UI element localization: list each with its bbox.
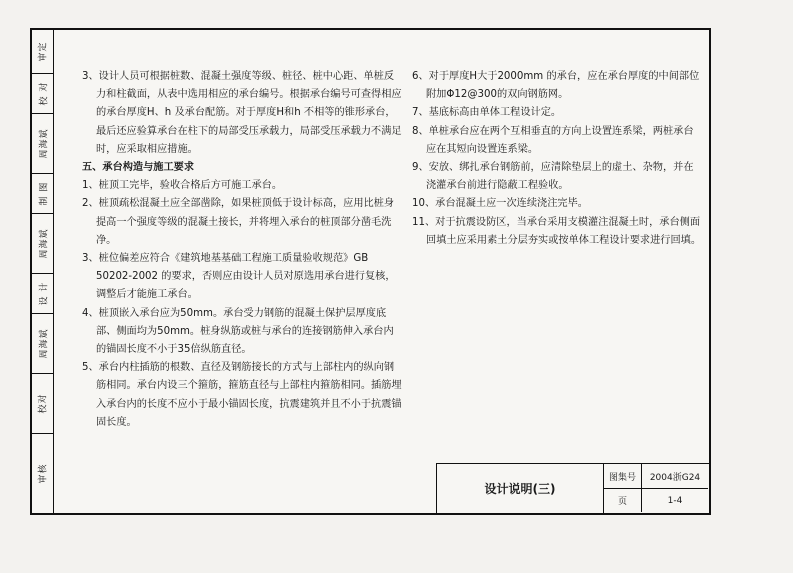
atlas-number-value: 2004浙G24 <box>642 464 708 489</box>
strip-cell: 审定 <box>32 30 53 74</box>
spec-item: 6、对于厚度H大于2000mm 的承台，应在承台厚度的中间部位附加Φ12@300的双向钢筋网。 <box>412 71 700 101</box>
signature-strip <box>32 30 54 513</box>
strip-cell: 校对 <box>32 374 53 434</box>
page-number-value: 1-4 <box>667 495 683 506</box>
spec-item: 9、安放、绑扎承台钢筋前，应清除垫层上的虚土、杂物，并在浇灌承台前进行隐蔽工程验收。 <box>412 162 694 192</box>
spec-item: 8、单桩承台应在两个互相垂直的方向上设置连系梁，两桩承台应在其短向设置连系梁。 <box>412 125 694 155</box>
strip-cell: 周海斌 <box>32 114 53 174</box>
drawing-frame <box>30 28 711 515</box>
spec-item: 1、桩顶工完毕，验收合格后方可施工承台。 <box>82 180 283 192</box>
strip-cell: 周海斌 <box>32 314 53 374</box>
strip-cell: 制 图 <box>32 174 53 214</box>
title-block <box>436 463 709 513</box>
strip-cell: 审核 <box>38 463 49 484</box>
spec-item: 11、对于抗震设防区，当承台采用支模灌注混凝土时，承台侧面回填土应采用素土分层夯实或按单体工程设计要求进行回填。 <box>412 216 702 246</box>
spec-item: 3、桩位偏差应符合《建筑地基基础工程施工质量验收规范》GB 50202-2002 的要求，否则应由设计人员对原选用承台进行复核，调整后才能施工承台。 <box>82 253 396 301</box>
spec-item: 4、桩顶嵌入承台应为50mm。承台受力钢筋的混凝土保护层厚度底部、侧面均为50mm。桩身纵筋或桩与承台的连接钢筋伸入承台内的锚固长度不小于35倍纵筋直径。 <box>82 307 394 356</box>
left-text-column <box>82 68 402 432</box>
spec-item: 10、承台混凝土应一次连续浇注完毕。 <box>412 198 588 210</box>
right-text-column <box>412 68 702 250</box>
spec-item: 2、桩顶疏松混凝土应全部凿除，如果桩顶低于设计标高，应用比桩身提高一个强度等级的混凝土接长，并将埋入承台的桩顶部分凿毛洗净。 <box>82 198 395 246</box>
strip-cell: 周海斌 <box>32 214 53 274</box>
page-number-label: 页 <box>604 489 642 512</box>
strip-cell: 校 对 <box>32 74 53 114</box>
section-heading: 五、承台构造与施工要求 <box>82 162 195 174</box>
spec-item: 3、设计人员可根据桩数、混凝土强度等级、桩径、桩中心距、单桩反力和柱截面，从表中选用相应的承台编号。根据承台编号可查得相应的承台厚度H、h 及承台配筋。对于厚度H和h 不相等的锥形承台，最后还应验算承台在柱下的局部受压承载力，局部受压承载力不满足时，应采取相应措施。 <box>82 71 402 155</box>
sheet-title: 设计说明(三) <box>437 464 604 513</box>
atlas-number-label: 图集号 <box>604 464 642 489</box>
strip-cell: 设 计 <box>32 274 53 314</box>
content-area <box>54 30 709 513</box>
spec-item: 5、承台内柱插筋的根数、直径及钢筋接长的方式与上部柱内的纵向钢筋相同。承台内设三个箍筋，箍筋直径与上部柱内箍筋相同。插筋埋入承台内的长度不应小于最小锚固长度，抗震建筑并且不小于抗震锚固长度。 <box>82 362 402 428</box>
spec-item: 7、基底标高由单体工程设计定。 <box>412 107 562 119</box>
